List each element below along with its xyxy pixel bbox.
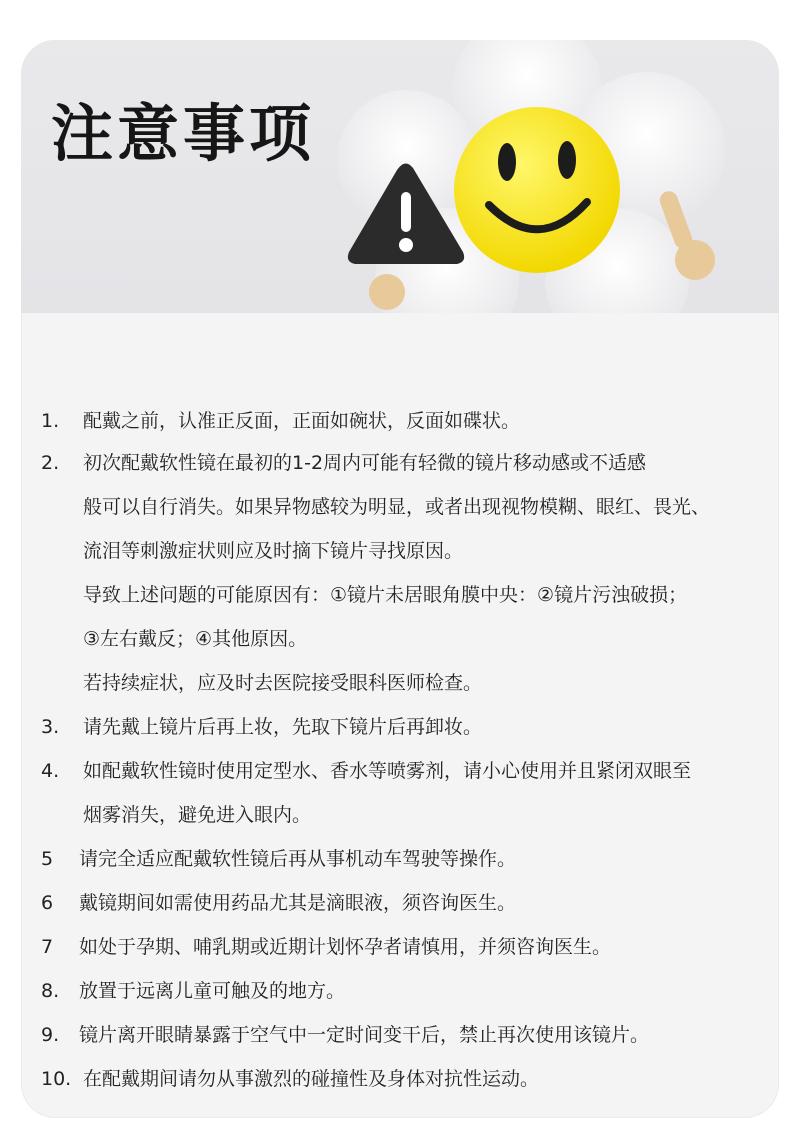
list-item-continuation: 流泪等刺激症状则应及时摘下镜片寻找原因。 xyxy=(83,540,464,562)
list-item: 10. 在配戴期间请勿从事激烈的碰撞性及身体对抗性运动。 xyxy=(41,1068,540,1090)
list-item-continuation: 烟雾消失，避免进入眼内。 xyxy=(83,804,312,826)
list-item: 5 请完全适应配戴软性镜后再从事机动车驾驶等操作。 xyxy=(41,848,517,870)
list-item: 6 戴镜期间如需使用药品尤其是滴眼液，须咨询医生。 xyxy=(41,892,517,914)
list-item: 7 如处于孕期、哺乳期或近期计划怀孕者请慎用，并须咨询医生。 xyxy=(41,936,612,958)
list-item-continuation: 般可以自行消失。如果异物感较为明显，或者出现视物模糊、眼红、畏光、 xyxy=(83,496,711,518)
notice-card xyxy=(21,40,779,1118)
hero-banner xyxy=(21,40,779,313)
list-item: 8. 放置于远离儿童可触及的地方。 xyxy=(41,980,346,1002)
list-item: 2. 初次配戴软性镜在最初的1-2周内可能有轻微的镜片移动感或不适感 xyxy=(41,452,647,474)
list-item-continuation: ③左右戴反；④其他原因。 xyxy=(83,628,308,650)
list-item: 1. 配戴之前，认准正反面，正面如碗状，反面如碟状。 xyxy=(41,410,521,432)
list-item-continuation: 导致上述问题的可能原因有：①镜片未居眼角膜中央：②镜片污浊破损； xyxy=(83,584,688,606)
page-title: 注意事项 xyxy=(51,97,316,170)
smiley-flower-illustration xyxy=(317,40,757,313)
list-item: 4. 如配戴软性镜时使用定型水、香水等喷雾剂，请小心使用并且紧闭双眼至 xyxy=(41,760,692,782)
list-item-continuation: 若持续症状，应及时去医院接受眼科医师检查。 xyxy=(83,672,483,694)
list-item: 9. 镜片离开眼睛暴露于空气中一定时间变干后，禁止再次使用该镜片。 xyxy=(41,1024,650,1046)
list-item: 3. 请先戴上镜片后再上妆，先取下镜片后再卸妆。 xyxy=(41,716,483,738)
